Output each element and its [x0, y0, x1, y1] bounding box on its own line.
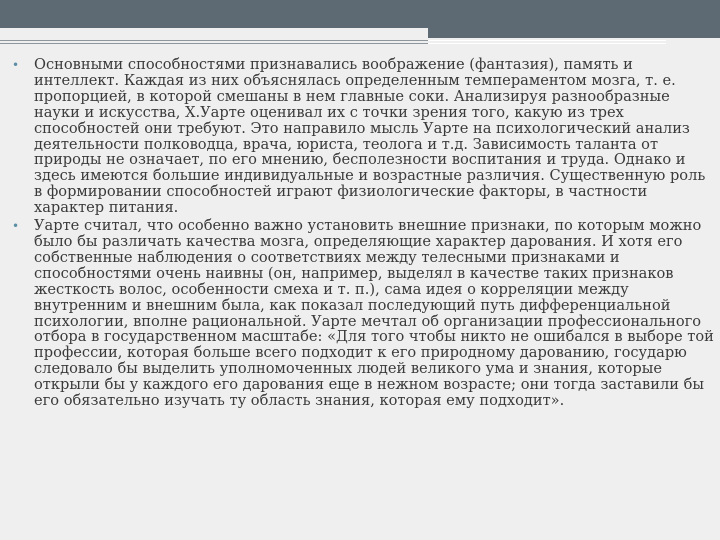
header-rule-bottom-light	[428, 43, 666, 44]
header-rule-top	[0, 40, 428, 41]
bullet-text: Основными способностями признавались воображение (фантазия), память и интеллект. Каждая из них объяснялась определенным темпераментом мозга, т. е. пропорцией, в которой смешаны в нем главные соки. Анализируя разнообразные науки и искусства, Х.Уарте оценивал их с точки зрения того, какую из трех способностей они требуют. Это направило мысль Уарте на психологический анализ деятельности полководца, врача, юриста, теолога и т.д. Зависимость таланта от природы не означает, по его мнению, бесполезности воспитания и труда. Однако и здесь имеются большие индивидуальные и возрастные различия. Существенную роль в формировании способностей играют физиологические факторы, в частности характер питания.	[34, 56, 706, 217]
slide-body	[12, 57, 714, 411]
bullet-paragraph-1	[12, 57, 714, 216]
bullet-text: Уарте считал, что особенно важно установить внешние признаки, по которым можно было бы различать качества мозга, определяющие характер дарования. И хотя его собственные наблюдения о соответствиях между телесными признаками и способностями очень наивны (он, например, выделял в качестве таких признаков жесткость волос, особенности смеха и т. п.), сама идея о корреляции между внутренним и внешним была, как показал последующий путь дифференциальной психологии, вполне рациональной. Уарте мечтал об организации профессионального отбора в государственном масштабе: «Для того чтобы никто не ошибался в выборе той профессии, которая больше всего подходит к его природному дарованию, государю следовало бы выделить уполномоченных людей великого ума и знания, которые открыли бы у каждого его дарования еще в нежном возрасте; они тогда заставили бы его обязательно изучать ту область знания, которая ему подходит».	[34, 217, 714, 410]
header-rule-bottom	[0, 43, 428, 44]
header-band	[0, 0, 720, 28]
bullet-marker: •	[12, 58, 20, 72]
bullet-marker: •	[12, 219, 20, 234]
header-tab	[428, 28, 720, 38]
bullet-paragraph-2	[12, 218, 714, 409]
header-rule-top-light	[428, 40, 666, 41]
